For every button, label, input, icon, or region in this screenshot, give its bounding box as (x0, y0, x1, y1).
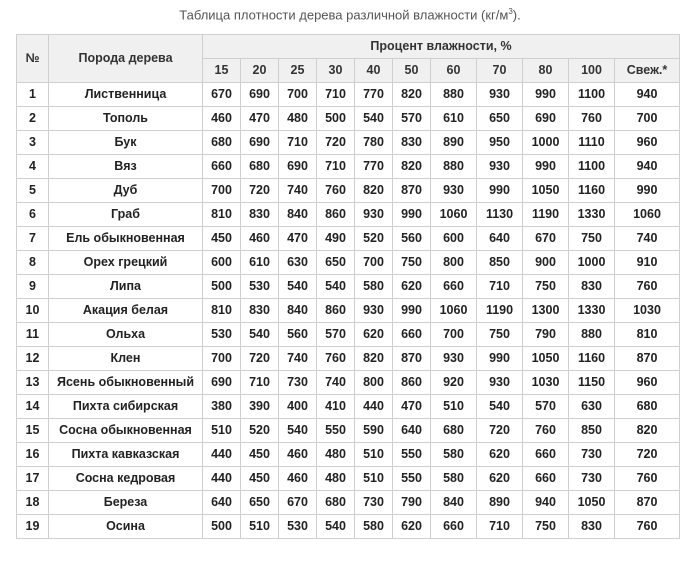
density-value: 590 (355, 419, 393, 443)
row-number: 14 (17, 395, 49, 419)
density-value: 720 (241, 179, 279, 203)
header-number: № (17, 35, 49, 83)
species-name: Ясень обыкновенный (49, 371, 203, 395)
density-value: 770 (355, 83, 393, 107)
density-value: 530 (203, 323, 241, 347)
density-value: 680 (615, 395, 680, 419)
density-value: 1300 (523, 299, 569, 323)
density-value: 710 (317, 155, 355, 179)
density-value: 820 (615, 419, 680, 443)
row-number: 2 (17, 107, 49, 131)
density-value: 960 (615, 371, 680, 395)
density-value: 440 (203, 443, 241, 467)
species-name: Клен (49, 347, 203, 371)
table-caption (0, 3, 700, 24)
species-name: Сосна обыкновенная (49, 419, 203, 443)
species-name: Осина (49, 515, 203, 539)
row-number: 8 (17, 251, 49, 275)
density-value: 760 (615, 467, 680, 491)
row-number: 10 (17, 299, 49, 323)
density-value: 850 (477, 251, 523, 275)
row-number: 15 (17, 419, 49, 443)
density-value: 540 (241, 323, 279, 347)
species-name: Лиственница (49, 83, 203, 107)
species-name: Бук (49, 131, 203, 155)
density-value: 390 (241, 395, 279, 419)
table-row (17, 491, 680, 515)
density-value: 660 (203, 155, 241, 179)
density-value: 620 (393, 275, 431, 299)
table-row (17, 371, 680, 395)
table-row (17, 131, 680, 155)
density-value: 640 (203, 491, 241, 515)
density-value: 1100 (569, 155, 615, 179)
species-name: Липа (49, 275, 203, 299)
density-value: 760 (615, 515, 680, 539)
density-value: 480 (317, 467, 355, 491)
density-value: 680 (317, 491, 355, 515)
header-moisture-col: 100 (569, 59, 615, 83)
density-value: 550 (393, 443, 431, 467)
density-value: 870 (393, 179, 431, 203)
density-value: 720 (615, 443, 680, 467)
header-species: Порода дерева (49, 35, 203, 83)
density-value: 990 (477, 179, 523, 203)
density-value: 830 (569, 515, 615, 539)
density-value: 820 (355, 347, 393, 371)
row-number: 12 (17, 347, 49, 371)
density-value: 720 (241, 347, 279, 371)
density-value: 440 (355, 395, 393, 419)
density-value: 1000 (569, 251, 615, 275)
wood-density-table (16, 34, 680, 539)
density-value: 650 (241, 491, 279, 515)
density-value: 1030 (523, 371, 569, 395)
density-value: 800 (431, 251, 477, 275)
table-row (17, 515, 680, 539)
density-value: 1050 (523, 347, 569, 371)
density-value: 1030 (615, 299, 680, 323)
density-value: 690 (241, 83, 279, 107)
header-moisture-col: 20 (241, 59, 279, 83)
row-number: 1 (17, 83, 49, 107)
density-value: 670 (279, 491, 317, 515)
density-value: 930 (477, 371, 523, 395)
density-value: 620 (393, 515, 431, 539)
caption-tail: ). (512, 7, 521, 23)
header-moisture-col: 40 (355, 59, 393, 83)
density-value: 520 (355, 227, 393, 251)
species-name: Сосна кедровая (49, 467, 203, 491)
density-value: 960 (615, 131, 680, 155)
density-value: 810 (203, 299, 241, 323)
density-value: 860 (317, 203, 355, 227)
density-value: 470 (279, 227, 317, 251)
row-number: 11 (17, 323, 49, 347)
density-value: 580 (431, 467, 477, 491)
density-value: 710 (317, 83, 355, 107)
density-value: 470 (393, 395, 431, 419)
density-value: 660 (431, 515, 477, 539)
density-value: 990 (615, 179, 680, 203)
density-value: 760 (317, 179, 355, 203)
density-value: 700 (279, 83, 317, 107)
density-value: 510 (355, 467, 393, 491)
density-value: 750 (569, 227, 615, 251)
density-value: 540 (279, 275, 317, 299)
density-value: 940 (615, 155, 680, 179)
row-number: 17 (17, 467, 49, 491)
density-value: 910 (615, 251, 680, 275)
header-moisture-col: 70 (477, 59, 523, 83)
density-value: 500 (203, 515, 241, 539)
density-value: 510 (241, 515, 279, 539)
density-value: 480 (317, 443, 355, 467)
density-value: 660 (431, 275, 477, 299)
density-value: 830 (241, 203, 279, 227)
density-value: 680 (431, 419, 477, 443)
density-value: 780 (355, 131, 393, 155)
density-value: 820 (393, 83, 431, 107)
density-value: 820 (355, 179, 393, 203)
density-value: 750 (477, 323, 523, 347)
density-value: 510 (355, 443, 393, 467)
density-value: 930 (477, 83, 523, 107)
density-value: 700 (355, 251, 393, 275)
density-value: 890 (431, 131, 477, 155)
density-value: 490 (317, 227, 355, 251)
table-row (17, 395, 680, 419)
density-value: 810 (615, 323, 680, 347)
header-moisture-col: 30 (317, 59, 355, 83)
density-value: 710 (477, 515, 523, 539)
density-value: 930 (431, 179, 477, 203)
density-value: 510 (203, 419, 241, 443)
density-value: 580 (431, 443, 477, 467)
table-row (17, 179, 680, 203)
density-value: 500 (203, 275, 241, 299)
table-row (17, 251, 680, 275)
density-value: 560 (279, 323, 317, 347)
row-number: 9 (17, 275, 49, 299)
table-row (17, 155, 680, 179)
table-row (17, 203, 680, 227)
table-row (17, 299, 680, 323)
density-value: 860 (317, 299, 355, 323)
row-number: 3 (17, 131, 49, 155)
density-value: 790 (393, 491, 431, 515)
table-header (17, 35, 680, 83)
species-name: Береза (49, 491, 203, 515)
density-value: 1190 (523, 203, 569, 227)
density-value: 410 (317, 395, 355, 419)
density-value: 700 (615, 107, 680, 131)
density-value: 690 (523, 107, 569, 131)
density-value: 1330 (569, 203, 615, 227)
density-value: 710 (477, 275, 523, 299)
header-moisture-col: 25 (279, 59, 317, 83)
density-value: 760 (317, 347, 355, 371)
density-value: 700 (431, 323, 477, 347)
density-value: 790 (523, 323, 569, 347)
species-name: Пихта кавказская (49, 443, 203, 467)
table-row (17, 323, 680, 347)
row-number: 16 (17, 443, 49, 467)
density-value: 1060 (431, 203, 477, 227)
density-value: 1050 (523, 179, 569, 203)
density-value: 720 (477, 419, 523, 443)
density-value: 690 (279, 155, 317, 179)
header-moisture-col: Свеж.* (615, 59, 680, 83)
density-value: 580 (355, 515, 393, 539)
density-value: 380 (203, 395, 241, 419)
density-value: 710 (279, 131, 317, 155)
density-value: 450 (241, 443, 279, 467)
header-moisture-col: 60 (431, 59, 477, 83)
density-value: 840 (279, 299, 317, 323)
density-value: 560 (393, 227, 431, 251)
density-value: 740 (279, 179, 317, 203)
density-value: 620 (355, 323, 393, 347)
density-value: 870 (615, 347, 680, 371)
density-value: 650 (477, 107, 523, 131)
density-value: 660 (523, 443, 569, 467)
density-value: 470 (241, 107, 279, 131)
table-row (17, 83, 680, 107)
table-row (17, 275, 680, 299)
density-value: 990 (393, 203, 431, 227)
density-value: 640 (393, 419, 431, 443)
density-value: 1160 (569, 179, 615, 203)
density-value: 750 (393, 251, 431, 275)
density-value: 840 (279, 203, 317, 227)
density-value: 990 (477, 347, 523, 371)
species-name: Орех грецкий (49, 251, 203, 275)
density-value: 990 (393, 299, 431, 323)
density-value: 550 (393, 467, 431, 491)
density-value: 680 (241, 155, 279, 179)
row-number: 13 (17, 371, 49, 395)
density-value: 1130 (477, 203, 523, 227)
density-value: 1100 (569, 83, 615, 107)
density-value: 1050 (569, 491, 615, 515)
density-value: 670 (523, 227, 569, 251)
density-value: 880 (569, 323, 615, 347)
density-value: 600 (431, 227, 477, 251)
density-value: 510 (431, 395, 477, 419)
density-value: 830 (569, 275, 615, 299)
density-value: 810 (203, 203, 241, 227)
density-value: 540 (477, 395, 523, 419)
density-value: 730 (279, 371, 317, 395)
density-value: 570 (393, 107, 431, 131)
density-value: 770 (355, 155, 393, 179)
density-value: 940 (615, 83, 680, 107)
density-value: 1330 (569, 299, 615, 323)
density-value: 450 (203, 227, 241, 251)
density-value: 680 (203, 131, 241, 155)
density-value: 1060 (431, 299, 477, 323)
density-value: 440 (203, 467, 241, 491)
density-value: 550 (317, 419, 355, 443)
row-number: 19 (17, 515, 49, 539)
density-value: 610 (241, 251, 279, 275)
density-value: 620 (477, 467, 523, 491)
density-value: 850 (569, 419, 615, 443)
table-body (17, 83, 680, 539)
density-value: 540 (317, 515, 355, 539)
density-value: 730 (569, 443, 615, 467)
density-value: 800 (355, 371, 393, 395)
density-value: 630 (569, 395, 615, 419)
density-value: 460 (279, 467, 317, 491)
density-value: 740 (279, 347, 317, 371)
density-value: 870 (393, 347, 431, 371)
row-number: 6 (17, 203, 49, 227)
density-value: 540 (279, 419, 317, 443)
density-value: 530 (241, 275, 279, 299)
density-value: 730 (569, 467, 615, 491)
density-value: 1110 (569, 131, 615, 155)
density-value: 600 (203, 251, 241, 275)
density-value: 740 (615, 227, 680, 251)
density-value: 930 (355, 299, 393, 323)
row-number: 4 (17, 155, 49, 179)
density-value: 670 (203, 83, 241, 107)
density-value: 640 (477, 227, 523, 251)
density-value: 1150 (569, 371, 615, 395)
density-value: 840 (431, 491, 477, 515)
density-value: 950 (477, 131, 523, 155)
density-value: 900 (523, 251, 569, 275)
density-value: 700 (203, 347, 241, 371)
density-value: 1000 (523, 131, 569, 155)
density-value: 1190 (477, 299, 523, 323)
density-value: 570 (317, 323, 355, 347)
density-value: 690 (203, 371, 241, 395)
density-value: 1060 (615, 203, 680, 227)
table-row (17, 227, 680, 251)
species-name: Пихта сибирская (49, 395, 203, 419)
density-value: 690 (241, 131, 279, 155)
density-value: 660 (523, 467, 569, 491)
species-name: Граб (49, 203, 203, 227)
caption-text: Таблица плотности дерева различной влажности (кг/м (179, 7, 509, 23)
row-number: 7 (17, 227, 49, 251)
density-value: 940 (523, 491, 569, 515)
density-value: 480 (279, 107, 317, 131)
density-value: 750 (523, 275, 569, 299)
table-row (17, 347, 680, 371)
density-value: 540 (317, 275, 355, 299)
density-value: 740 (317, 371, 355, 395)
density-value: 520 (241, 419, 279, 443)
species-name: Тополь (49, 107, 203, 131)
row-number: 5 (17, 179, 49, 203)
species-name: Вяз (49, 155, 203, 179)
density-value: 930 (477, 155, 523, 179)
density-value: 700 (203, 179, 241, 203)
density-value: 500 (317, 107, 355, 131)
table-row (17, 467, 680, 491)
density-value: 920 (431, 371, 477, 395)
density-value: 930 (431, 347, 477, 371)
species-name: Дуб (49, 179, 203, 203)
species-name: Акация белая (49, 299, 203, 323)
density-value: 540 (355, 107, 393, 131)
table-row (17, 443, 680, 467)
row-number: 18 (17, 491, 49, 515)
density-value: 710 (241, 371, 279, 395)
density-value: 610 (431, 107, 477, 131)
table-row (17, 107, 680, 131)
density-value: 460 (279, 443, 317, 467)
density-value: 1160 (569, 347, 615, 371)
density-value: 760 (569, 107, 615, 131)
density-value: 760 (523, 419, 569, 443)
density-value: 990 (523, 155, 569, 179)
density-value: 750 (523, 515, 569, 539)
density-value: 830 (241, 299, 279, 323)
density-value: 860 (393, 371, 431, 395)
header-moisture-group: Процент влажности, % (203, 35, 680, 59)
density-value: 990 (523, 83, 569, 107)
density-value: 400 (279, 395, 317, 419)
density-value: 620 (477, 443, 523, 467)
density-value: 580 (355, 275, 393, 299)
density-value: 870 (615, 491, 680, 515)
density-value: 450 (241, 467, 279, 491)
density-value: 760 (615, 275, 680, 299)
species-name: Ель обыкновенная (49, 227, 203, 251)
caption-superscript: 3 (508, 7, 513, 16)
species-name: Ольха (49, 323, 203, 347)
density-value: 880 (431, 83, 477, 107)
density-value: 830 (393, 131, 431, 155)
density-value: 880 (431, 155, 477, 179)
density-value: 720 (317, 131, 355, 155)
header-moisture-col: 80 (523, 59, 569, 83)
density-value: 460 (241, 227, 279, 251)
density-value: 460 (203, 107, 241, 131)
density-value: 730 (355, 491, 393, 515)
density-value: 930 (355, 203, 393, 227)
density-value: 660 (393, 323, 431, 347)
density-value: 650 (317, 251, 355, 275)
density-value: 820 (393, 155, 431, 179)
density-value: 630 (279, 251, 317, 275)
density-value: 890 (477, 491, 523, 515)
header-moisture-col: 50 (393, 59, 431, 83)
density-value: 570 (523, 395, 569, 419)
table-row (17, 419, 680, 443)
density-value: 530 (279, 515, 317, 539)
header-moisture-col: 15 (203, 59, 241, 83)
